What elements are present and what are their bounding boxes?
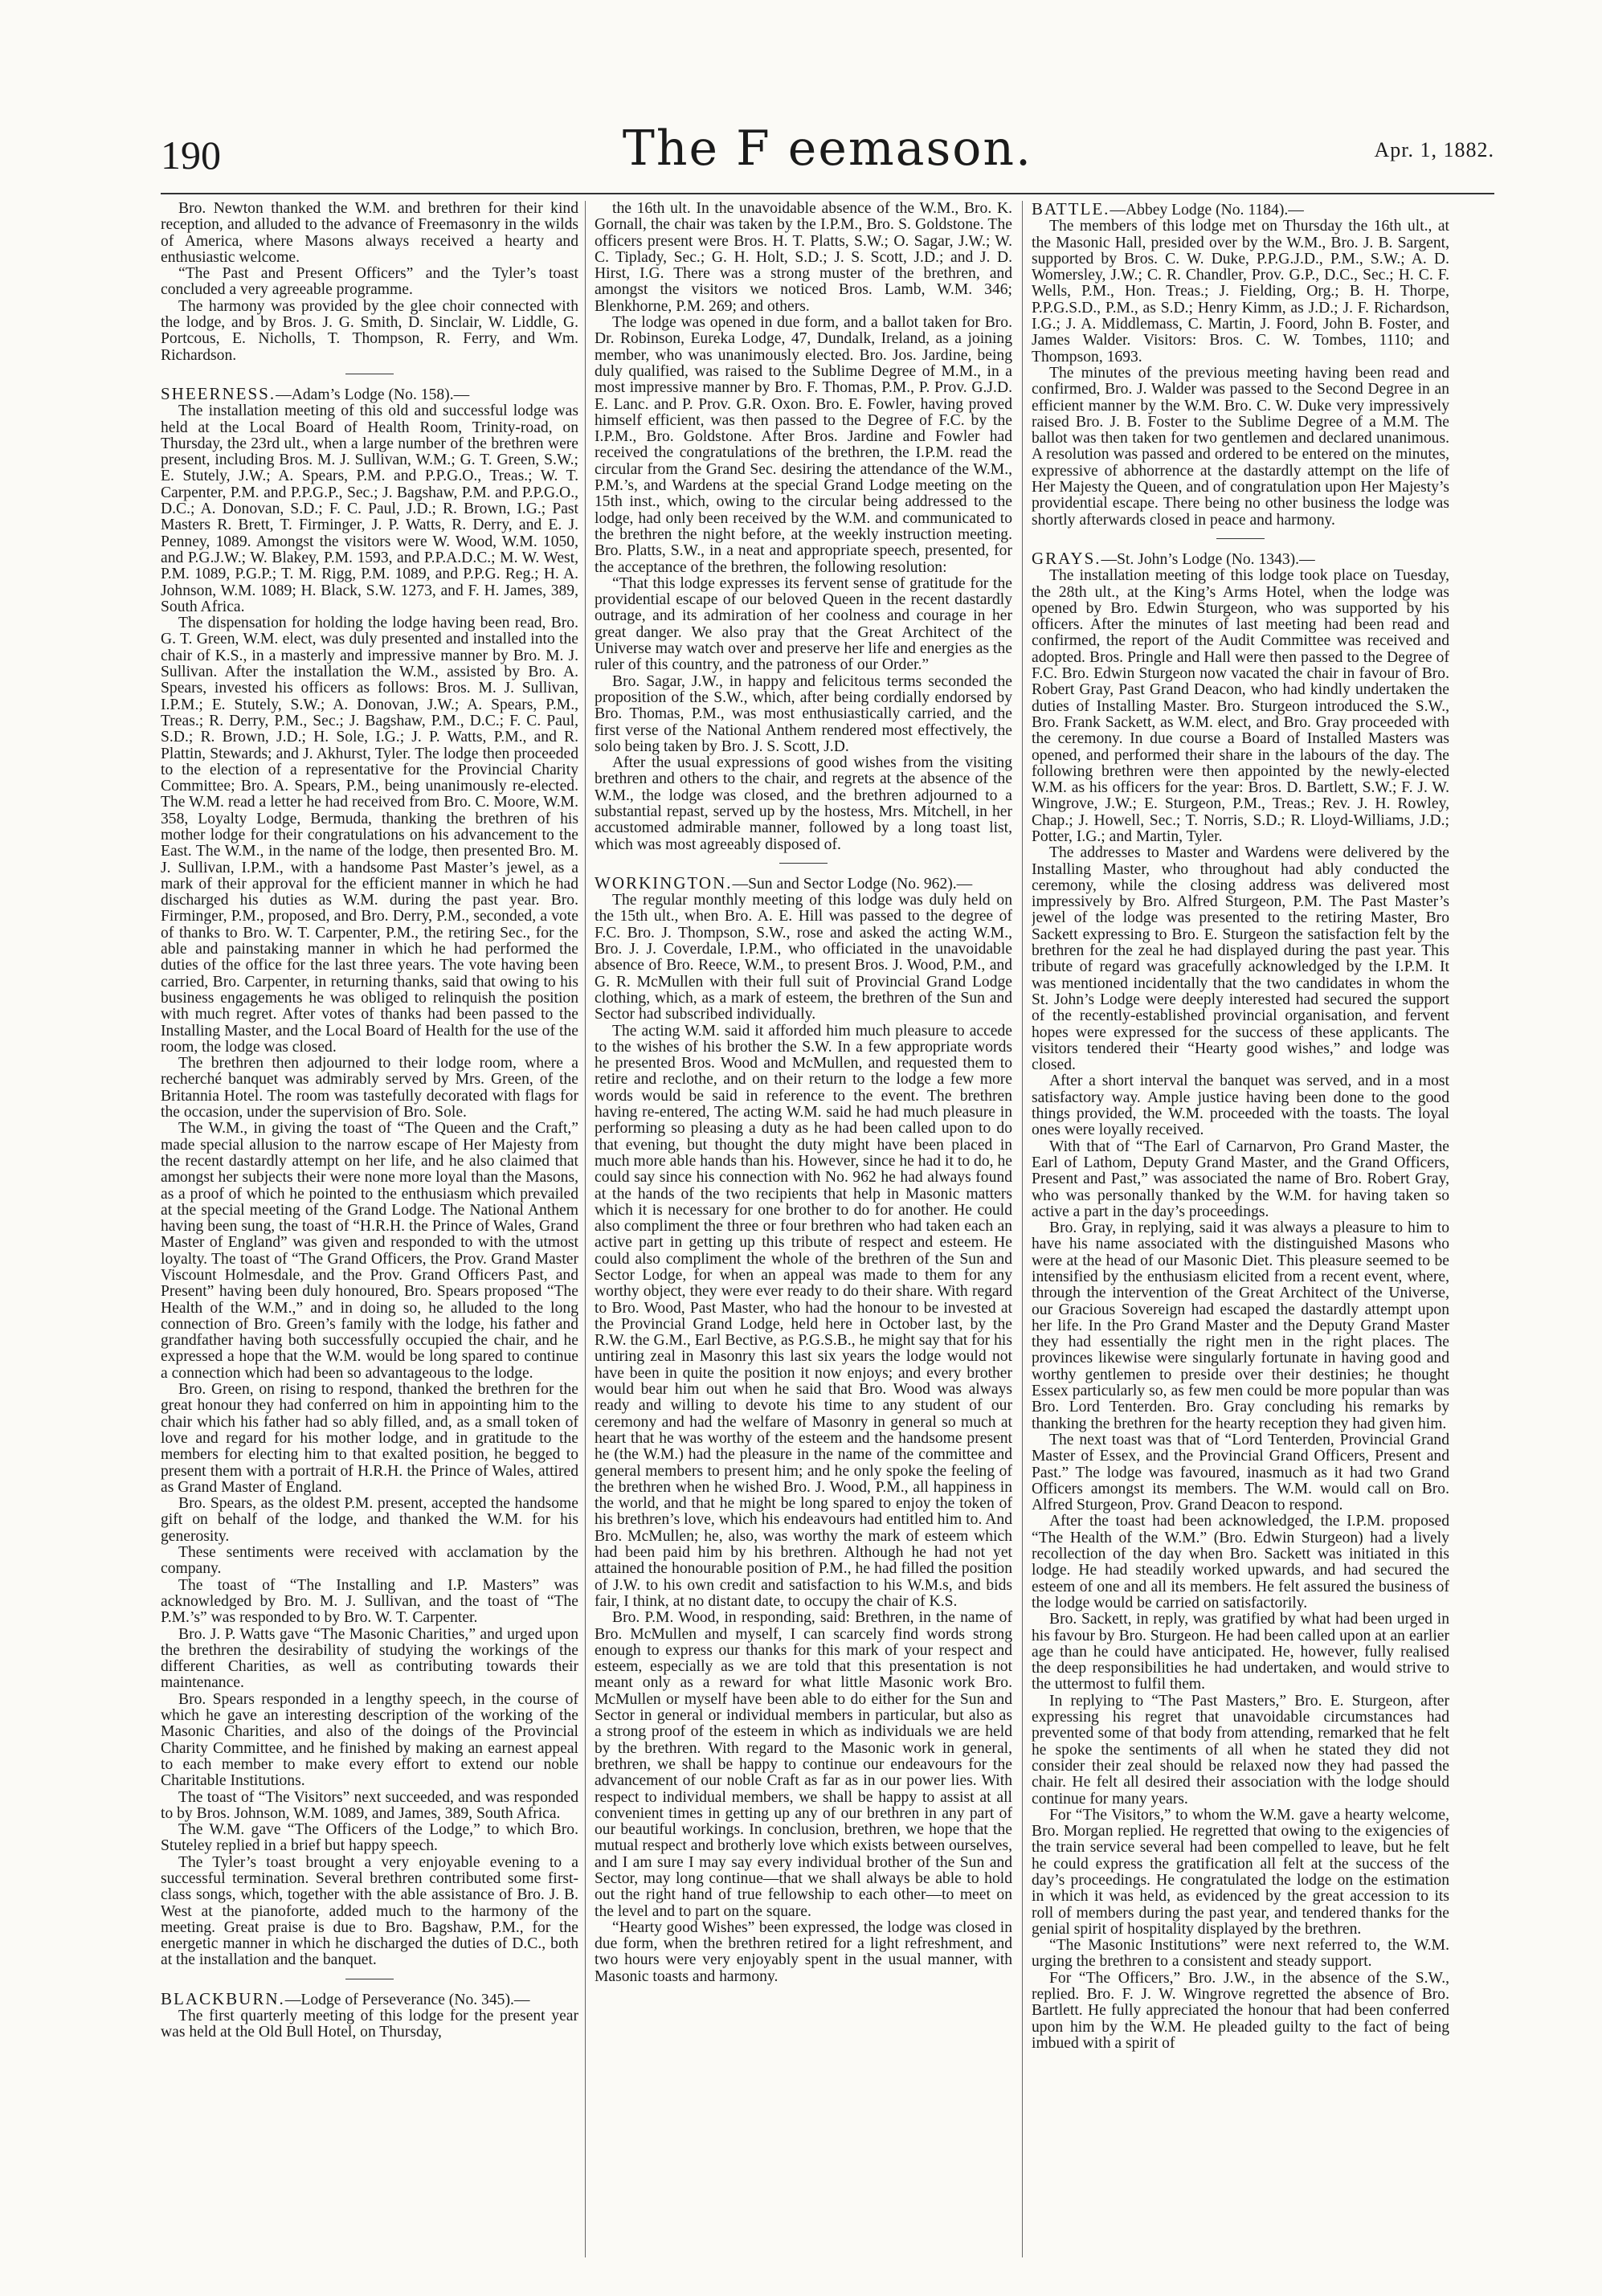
paragraph: Bro. Sagar, J.W., in happy and felicitous terms seconded the proposition of the S.W., which, after being cordially endorsed by Bro. Thomas, P.M., was most enthusiastically carried, and the first verse of the National Anthem rendered most effectively, the solo being taken by Bro. J. S. Scott, J.D.: [595, 672, 1012, 755]
paragraph: With that of “The Earl of Carnarvon, Pro Grand Master, the Earl of Lathom, Deputy Grand Master, and the Grand Officers, Present and Past,” was associated the name of Bro. Robert Gray, who was personally thanked by the W.M. for having taken so active a part in the day’s proceedings.: [1032, 1138, 1449, 1220]
page-number: 190: [161, 133, 221, 178]
paragraph: The harmony was provided by the glee choir connected with the lodge, and by Bros. J. G. Smith, D. Sinclair, W. Liddle, G. Portcous, E. Nicholls, T. Thompson, R. Ferry, and Wm. Richardson.: [161, 297, 578, 364]
paragraph: Bro. Sackett, in reply, was gratified by what had been urged in his favour by Bro. Sturgeon. He had been called upon at an earlier age than he could have anticipated. He, however, fully realised the deep responsibilities he had undertaken, and would strive to the uttermost to fulfil them.: [1032, 1611, 1449, 1693]
paragraph: Bro. Green, on rising to respond, thanked the brethren for the great honour they had conferred on him in appointing him to the chair which his father had so ably filled, and, as a small token of love and regard for his mother lodge, and in gratitude to the members for electing him to that exalted position, he begged to present them with a portrait of H.R.H. the Prince of Wales, attired as Grand Master of England.: [161, 1381, 578, 1496]
paragraph: “That this lodge expresses its fervent sense of gratitude for the providential escape of our beloved Queen in the recent dastardly outrage, and its admiration of her coolness and courage in her great danger. We also pray that the Great Architect of the Universe may watch over and preserve her life and energies as the ruler of this country, and the patroness of our Order.”: [595, 574, 1012, 674]
paragraph: “Hearty good Wishes” been expressed, the lodge was closed in due form, when the brethren retired for a light refreshment, and two hours were very enjoyably spent in the usual manner, with Masonic toasts and harmony.: [595, 1918, 1012, 1985]
article-place: SHEERNESS.: [161, 383, 276, 403]
paragraph: Bro. Spears responded in a lengthy speech, in the course of which he gave an interesting description of the working of the Masonic Charities, and also of the doings of the Provincial Charity Committee, and he finished by making an earnest appeal to each member to make every effort to extend our noble Charitable Institutions.: [161, 1690, 578, 1790]
paragraph: The members of this lodge met on Thursday the 16th ult., at the Masonic Hall, presided over by the W.M., Bro. J. B. Sargent, supported by Bros. C. W. Duke, P.P.G.J.D., P.M., S.W.; A. D. Womersley, J.W.; C. R. Chandler, Prov. G.P., D.C., Sec.; H. C. F. Wells, P.M., Hon. Treas.; J. Fielding, Org.; B. H. Thorpe, P.P.G.S.D., P.M., as S.D.; Henry Kimm, as J.D.; J. F. Richardson, I.G.; J. A. Middlemass, C. Martin, J. Foord, John B. Foster, and James Walder. Visitors: Bros. C. W. Tombes, 1110; and Thompson, 1693.: [1032, 218, 1449, 366]
paragraph: The next toast was that of “Lord Tenterden, Provincial Grand Master of Essex, and the Provincial Grand Officers, Present and Past.” The lodge was favoured, inasmuch as it had two Grand Officers amongst its members. The W.M. would call on Bro. Alfred Sturgeon, Prov. Grand Deacon to respond.: [1032, 1431, 1449, 1514]
paragraph: the 16th ult. In the unavoidable absence of the W.M., Bro. K. Gornall, the chair was taken by the I.P.M., Bro. S. Goldstone. The officers present were Bros. H. T. Platts, S.W.; O. Sagar, J.W.; W. C. Tiplady, Sec.; G. H. Holt, S.D.; J. S. Scott, J.D.; and J. D. Hirst, I.G. There was a strong muster of the brethren, and amongst the visitors we noticed Bros. Lamb, W.M. 346; Blenkhorne, P.M. 269; and others.: [595, 201, 1012, 315]
paragraph: The acting W.M. said it afforded him much pleasure to accede to the wishes of his brother the S.W. In a few appropriate words he presented Bros. Wood and McMullen, and requested them to retire and reclothe, and on their return to the lodge a few more words would be said in reference to the event. The brethren having re-entered, The acting W.M. said he had much pleasure in performing so pleasing a duty as he had been called upon to do that evening, but thought the duty might have been placed in much more able hands than his. However, since he had it to do, he could say since his connection with No. 962 he had always found at the hands of the two recipients that help in Masonic matters which it is necessary for one brother to do for another. He could also compliment the three or four brethren who had taken each an active part in getting up this tribute of respect and esteem. He could also compliment the whole of the brethren of the Sun and Sector Lodge, for when an appeal was made to them for any worthy object, they were ever ready to do their share. With regard to Bro. Wood, Past Master, who had the honour to be invested at the Provincial Grand Lodge, held here in October last, by the R.W. the G.M., Earl Bective, as P.G.S.B., he might say that for his untiring zeal in Masonry this last six years the lodge would not have been in quite the position it now enjoys; and every brother would bear him out when he said that Bro. Wood was always ready and willing to devote his time to any student of our ceremony and had the welfare of Masonry in general so much at heart that he was worthy of the esteem and the handsome present he (the W.M.) had the pleasure in the name of the committee and general members to present him; and he only spoke the feeling of the brethren when he wished Bro. J. Wood, P.M., all happiness in the world, and that he might be long spared to enjoy the token of his brethren’s love, which his endeavours had entitled him to. And Bro. McMullen; he, also, was worthy the mark of esteem which had been paid him by his brethren. Although he had not yet attained the honourable position of P.M., he had filled the position of J.W. to his own credit and satisfaction to his W.M.s, and bids fair, I think, at no distant date, to occupy the chair of K.S.: [595, 1022, 1012, 1610]
newspaper-title: The F eemason.: [622, 121, 1033, 177]
paragraph: The regular monthly meeting of this lodge was duly held on the 15th ult., when Bro. A. E. Hill was passed to the degree of F.C. Bro. J. Thompson, S.W., rose and asked the acting W.M., Bro. J. J. Coverdale, I.P.M., who officiated in the unavoidable absence of Bro. Reece, W.M., to present Bros. J. Wood, P.M., and G. R. McMullen with their full suit of Provincial Grand Lodge clothing, which, as a mark of esteem, the brethren of the Sun and Sector had subscribed individually.: [595, 892, 1012, 1023]
paragraph: After the usual expressions of good wishes from the visiting brethren and others to the chair, and regrets at the absence of the W.M., the lodge was closed, and the brethren adjourned to a substantial repast, served up by the hostess, Mrs. Mitchell, in her accustomed admirable manner, followed by a long toast list, which was most agreeably disposed of.: [595, 754, 1012, 853]
article-heading: [161, 1988, 578, 2008]
article-lodge: —Abbey Lodge (No. 1184).—: [1110, 202, 1304, 219]
paragraph: The dispensation for holding the lodge having been read, Bro. G. T. Green, W.M. elect, was duly presented and installed into the chair of K.S., in a masterly and impressive manner by Bro. M. J. Sullivan. After the installation the W.M., assisted by Bro. A. Spears, invested his officers as follows: Bros. M. J. Sullivan, I.P.M.; E. Stutely, S.W.; A. Donovan, J.W.; A. Spears, P.M., Treas.; R. Derry, P.M., Sec.; J. Bagshaw, P.M., D.C.; F. C. Paul, S.D.; R. Brown, J.D.; H. Sole, I.G.; J. P. Watts, P.M., and R. Plattin, Stewards; and J. Akhurst, Tyler. The lodge then proceeded to the election of a representative for the Provincial Charity Committee; Bro. A. Spears, P.M., being unanimously re-elected. The W.M. read a letter he had received from Bro. C. Moore, W.M. 358, Loyalty Lodge, Bermuda, thanking the brethren of his mother lodge for their congratulations on his advancement to the East. The W.M., in the name of the lodge, then presented Bro. M. J. Sullivan, I.P.M., with a handsome Past Master’s jewel, as a mark of their approval for the efficient manner in which he had discharged his duties as W.M. during the past year. Bro. Firminger, P.M., proposed, and Bro. Derry, P.M., seconded, a vote of thanks to Bro. W. T. Carpenter, P.M., the retiring Sec., for the able and painstaking manner in which he had performed the duties of the office for the last three years. The vote having been carried, Bro. Carpenter, in returning thanks, said that owing to his business engagements he was obliged to relinquish the position with much regret. After votes of thanks had been passed to the Installing Master, and the Local Board of Health for the use of the room, the lodge was closed.: [161, 615, 578, 1056]
section-separator: [779, 863, 828, 864]
masthead-rule: [161, 193, 1494, 194]
paragraph: “The Masonic Institutions” were next referred to, the W.M. urging the brethren to a consistent and steady support.: [1032, 1937, 1449, 1971]
article-heading: [1032, 550, 1449, 568]
paragraph: The W.M., in giving the toast of “The Queen and the Craft,” made special allusion to the narrow escape of Her Majesty from the recent dastardly attempt on her life, and he also claimed that amongst her subjects their were none more loyal than the Masons, as a proof of which he pointed to the enthusiasm which prevailed at the special meeting of the Grand Lodge. The National Anthem having been sung, the toast of “H.R.H. the Prince of Wales, Grand Master of England” was given and responded to with the utmost loyalty. The toast of “The Grand Officers, the Prov. Grand Master Viscount Holmesdale, and the Prov. Grand Officers Past, and Present” having been duly honoured, Bro. Spears proposed “The Health of the W.M.,” and in doing so, he alluded to the long connection of Bro. Green’s family with the lodge, his father and grandfather having both successfully occupied the chair, and he expressed a hope that the W.M. would be long spared to continue a connection which had been so advantageous to the lodge.: [161, 1120, 578, 1382]
paragraph: Bro. P.M. Wood, in responding, said: Brethren, in the name of Bro. McMullen and myself, I can scarcely find words strong enough to express our thanks for this mark of your respect and esteem, especially as we are told that this presentation is not meant only as a reward for what little Masonic work Bro. McMullen or myself have been able to do either for the Sun and Sector in general or individual members in particular, but also as a strong proof of the esteem in which as individuals we are held by the brethren. With regard to the Masonic work in general, brethren, we shall be happy to continue our endeavours for the advancement of our noble Craft as far as in our power lies. With respect to individual members, we shall be happy to assist at all convenient times in getting up any of our brethren in any part of our beautiful workings. In conclusion, brethren, we hope that the mutual respect and brotherly love which exists between ourselves, and I am sure I may say every individual brother of the Sun and Sector, may long continue—that we shall always be able to hold out the right hand of true fellowship to each other—to meet on the level and to part on the square.: [595, 1609, 1012, 1920]
paragraph: For “The Visitors,” to whom the W.M. gave a hearty welcome, Bro. Morgan replied. He regretted that owing to the exigencies of the train service several had been compelled to leave, but he felt he could express the gratification all felt at the success of the day’s proceedings. He congratulated the lodge on the estimation in which it was held, as evidenced by the great accession to its roll of members during the past year, and tendered thanks for the genial spirit of hospitality displayed by the brethren.: [1032, 1806, 1449, 1938]
paragraph: After a short interval the banquet was served, and in a most satisfactory way. Ample justice having been done to the good things provided, the W.M. proceeded with the toasts. The loyal ones were loyally received.: [1032, 1072, 1449, 1139]
column-1: [161, 201, 578, 2257]
article-place: GRAYS.: [1032, 548, 1101, 568]
paragraph: Bro. Spears, as the oldest P.M. present, accepted the handsome gift on behalf of the lodge, and thanked the W.M. for his generosity.: [161, 1495, 578, 1545]
paragraph: Bro. J. P. Watts gave “The Masonic Charities,” and urged upon the brethren the desirability of studying the workings of the different Charities, as well as contributing towards their maintenance.: [161, 1625, 578, 1692]
article-place: BATTLE.: [1032, 201, 1110, 219]
column-rule: [1022, 201, 1023, 2257]
article-heading: [1032, 201, 1449, 219]
paragraph: The Tyler’s toast brought a very enjoyable evening to a successful termination. Several brethren contributed some first-class songs, which, together with the able assistance of Bro. J. B. West at the pianoforte, added much to the harmony of the meeting. Great praise is due to Bro. Bagshaw, P.M., for the energetic manner in which he discharged the duties of D.C., both at the installation and the banquet.: [161, 1853, 578, 1969]
column-3: [1032, 201, 1449, 2257]
article-lodge: —St. John’s Lodge (No. 1343).—: [1101, 550, 1315, 568]
article-place: WORKINGTON.: [595, 872, 733, 893]
paragraph: The installation meeting of this old and successful lodge was held at the Local Board of Health Room, Trinity-road, on Thursday, the 23rd ult., when a large number of the brethren were present, including Bros. M. J. Sullivan, W.M.; G. T. Green, S.W.; E. Stutely, J.W.; A. Spears, P.M. and P.P.G.O., Treas.; W. T. Carpenter, P.M. and P.P.G.P., Sec.; J. Bagshaw, P.M. and P.P.G.O., D.C.; A. Donovan, S.D.; F. C. Paul, J.D.; R. Brown, I.G.; Past Masters R. Brett, T. Firminger, J. P. Watts, R. Derry, and E. J. Penney, 1089. Amongst the visitors were W. Wood, W.M. 1050, and P.G.J.W.; W. Blakey, P.M. 1593, and P.P.A.D.C.; M. W. West, P.M. 1089, P.G.P.; T. M. Rigg, P.M. 1089, and P.P.G. Reg.; H. A. Johnson, W.M. 1089; H. Black, S.W. 1273, and F. H. James, 389, South Africa.: [161, 402, 578, 615]
paragraph: These sentiments were received with acclamation by the company.: [161, 1544, 578, 1578]
paragraph: The W.M. gave “The Officers of the Lodge,” to which Bro. Stuteley replied in a brief but happy speech.: [161, 1821, 578, 1855]
section-separator: [1216, 538, 1265, 539]
paragraph: The installation meeting of this lodge took place on Tuesday, the 28th ult., at the King’s Arms Hotel, when the lodge was opened by Bro. Edwin Sturgeon, who was supported by his officers. After the minutes of last meeting had been read and confirmed, the report of the Audit Committee was received and adopted. Bros. Pringle and Hall were then passed to the Degree of F.C. Bro. Edwin Sturgeon now vacated the chair in favour of Bro. Robert Gray, Past Grand Deacon, who had kindly undertaken the duties of Installing Master. Bro. Sturgeon introduced the S.W., Bro. Frank Sackett, as W.M. elect, and Bro. Gray proceeded with the ceremony. In due course a Board of Installed Masters was opened, and performed their share in the labours of the day. The following brethren were then appointed by the newly-elected W.M. as his officers for the year: Bros. D. Bartlett, S.W.; F. J. W. Wingrove, J.W.; E. Sturgeon, P.M., Treas.; Rev. J. H. Rowley, Chap.; J. Howell, Sec.; T. Norris, S.D.; R. Lloyd-Williams, J.D.; Potter, I.G.; and Martin, Tyler.: [1032, 567, 1449, 845]
paragraph: In replying to “The Past Masters,” Bro. E. Sturgeon, after expressing his regret that unavoidable circumstances had prevented some of that body from attending, remarked that he felt he spoke the sentiments of all when he stated they did not consider their zeal should be relaxed now they had passed the chair. He felt all desired their association with the lodge should continue for many years.: [1032, 1692, 1449, 1808]
paragraph: For “The Officers,” Bro. J.W., in the absence of the S.W., replied. Bro. F. J. W. Wingrove regretted the absence of Bro. Bartlett. He fully appreciated the honour that had been conferred upon him by the W.M. He pleaded guilty to the fact of being imbued with a spirit of: [1032, 1969, 1449, 2052]
paragraph: The lodge was opened in due form, and a ballot taken for Bro. Dr. Robinson, Eureka Lodge, 47, Dundalk, Ireland, as a joining member, who was unanimously elected. Bro. Jos. Jardine, being duly qualified, was raised to the Sublime Degree of M.M., in a most impressive manner by Bro. F. Thomas, P.M., P. Prov. G.J.D. E. Lanc. and P. Prov. G.R. Oxon. Bro. E. Fowler, having proved himself efficient, was then passed to the Degree of F.C. by the I.P.M., Bro. Goldstone. After Bros. Jardine and Fowler had received the congratulations of the brethren, the I.P.M. read the circular from the Grand Sec. desiring the attendance of the W.M., P.M.’s, and Wardens at the special Grand Lodge meeting on the 15th inst., which, owing to the circular being addressed to the lodge, had only been received by the W.M. and communicated to the brethren the night before, at the weekly instruction meeting. Bro. Platts, S.W., in a neat and appropriate speech, presented, for the acceptance of the brethren, the following resolution:: [595, 314, 1012, 576]
paragraph: Bro. Gray, in replying, said it was always a pleasure to him to have his name associated with the distinguished Masons who were at the head of our Masonic Diet. This pleasure seemed to be intensified by the enthusiasm elicited from a recent event, where, through the intervention of the Great Architect of the Universe, our Gracious Sovereign had escaped the dastardly attempt upon her life. In the Pro Grand Master and the Deputy Grand Master they had essentially the right men in the right places. The provinces likewise were singularly fortunate in having good and worthy gentlemen to preside over their destinies; he thought Essex particularly so, as few men could be more popular than was Bro. Lord Tenterden. Bro. Gray concluding his remarks by thanking the brethren for the hearty reception they had given him.: [1032, 1219, 1449, 1432]
article-lodge: —Adam’s Lodge (No. 158).—: [276, 386, 470, 403]
paragraph: “The Past and Present Officers” and the Tyler’s toast concluded a very agreeable programme.: [161, 265, 578, 299]
issue-date: Apr. 1, 1882.: [1374, 138, 1494, 161]
column-2: [595, 201, 1012, 2257]
article-heading: [595, 872, 1012, 893]
article-place: BLACKBURN.: [161, 1988, 285, 2008]
article-lodge: —Lodge of Perseverance (No. 345).—: [284, 1991, 530, 2008]
paragraph: The minutes of the previous meeting having been read and confirmed, Bro. J. Walder was passed to the Second Degree in an efficient manner by the W.M. Bro. C. W. Duke very impressively raised Bro. J. B. Foster to the Sublime Degree of a M.M. The ballot was then taken for two gentlemen and declared unanimous. A resolution was passed and ordered to be entered on the minutes, expressive of abhorrence at the dastardly attempt on the life of Her Majesty the Queen, and of congratulation upon Her Majesty’s providential escape. There being no other business the lodge was shortly afterwards closed in peace and harmony.: [1032, 364, 1449, 529]
article-heading: [161, 383, 578, 403]
paragraph: The toast of “The Visitors” next succeeded, and was responded to by Bros. Johnson, W.M. 1089, and James, 389, South Africa.: [161, 1788, 578, 1822]
paragraph: The toast of “The Installing and I.P. Masters” was acknowledged by Bro. M. J. Sullivan, and the toast of “The P.M.’s” was responded to by Bro. W. T. Carpenter.: [161, 1576, 578, 1627]
paragraph: The first quarterly meeting of this lodge for the present year was held at the Old Bull Hotel, on Thursday,: [161, 2008, 578, 2041]
paragraph: The addresses to Master and Wardens were delivered by the Installing Master, who throughout had ably conducted the ceremony, while the closing address was delivered most impressively by Bro. Alfred Sturgeon, P.M. The Past Master’s jewel of the lodge was presented to the retiring Master, Bro Sackett expressing to Bro. E. Sturgeon the satisfaction felt by the brethren for the zeal he had displayed during the past year. This tribute of regard was gracefully acknowledged by the I.P.M. It was mentioned incidentally that the two candidates in whom the St. John’s Lodge were deeply interested had secured the support of the recently-established provincial organisation, and fervent hopes were expressed for the success of these applicants. The visitors tendered their “Hearty good wishes,” and lodge was closed.: [1032, 844, 1449, 1074]
paragraph: After the toast had been acknowledged, the I.P.M. proposed “The Health of the W.M.” (Bro. Edwin Sturgeon) had a lively recollection of the day when Bro. Sackett was initiated in this lodge. He had steadily worked upwards, and had secured the esteem of one and all its members. He felt assured the business of the lodge would be carried on satisfactorily.: [1032, 1513, 1449, 1612]
column-rule: [585, 201, 586, 2257]
paragraph: Bro. Newton thanked the W.M. and brethren for their kind reception, and alluded to the advance of Freemasonry in the wilds of America, where Masons always received a hearty and enthusiastic welcome.: [161, 201, 578, 266]
article-lodge: —Sun and Sector Lodge (No. 962).—: [732, 875, 973, 893]
paragraph: The brethren then adjourned to their lodge room, where a recherché banquet was admirably served by Mrs. Green, of the Britannia Hotel. The room was tastefully decorated with flags for the occasion, under the supervision of Bro. Sole.: [161, 1055, 578, 1121]
masthead: [161, 121, 1494, 185]
